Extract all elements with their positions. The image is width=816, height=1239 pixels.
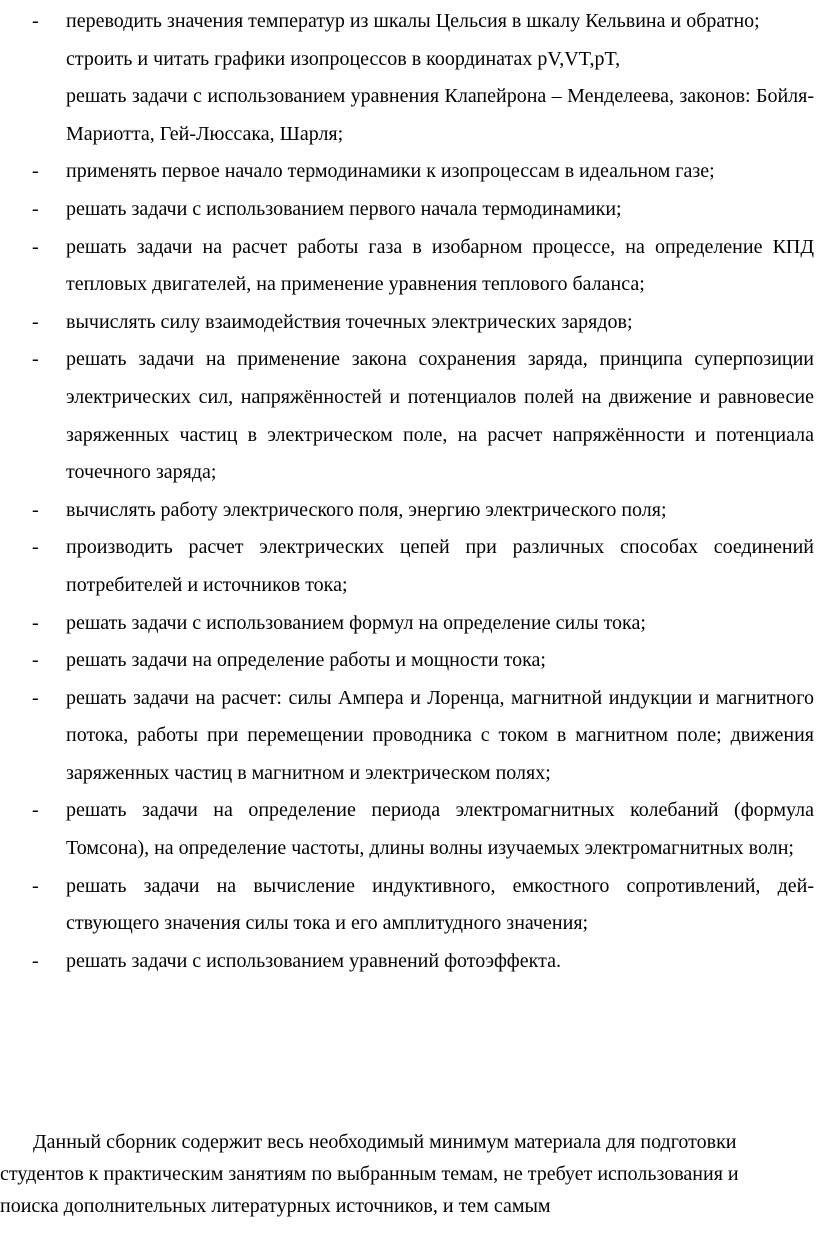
list-item-text: решать задачи на определение работы и мощности тока; (66, 649, 546, 672)
list-item (0, 605, 816, 643)
list-item-text: решать задачи на расчет: силы Ампера и Лоренца, магнитной индукции и магнитного потока, работы при перемещении проводника с током в магнитном поле; движения заряженных частиц в магнитном и электрическом полях; (66, 686, 814, 784)
list-bullet: - (32, 949, 39, 972)
list-item-text: решать задачи с использованием уравнений фотоэффекта. (66, 949, 561, 972)
list-bullet: - (32, 348, 39, 371)
list-item (0, 153, 816, 191)
list-item-text: решать задачи с использованием уравнения Клапейрона – Менделеева, законов: Бойля-Мариотта, Гей-Люссака, Шарля; (66, 85, 814, 145)
list-item-text: переводить значения температур из шкалы Цельсия в шкалу Кельвина и обратно; (66, 10, 760, 32)
list-bullet: - (32, 686, 39, 709)
list-item-text: производить расчет электрических цепей при различных способах соединений потребителей и источников тока; (66, 536, 814, 596)
list-bullet: - (32, 874, 39, 897)
list-item (0, 792, 816, 867)
list-bullet: - (32, 498, 39, 521)
list-bullet: - (32, 235, 39, 258)
list-item (0, 41, 816, 79)
summary-paragraph: Данный сборник содержит весь необходимый минимум материала для подготовки студентов к практическим занятиям по выбранным темам, не требует использования и поиска дополнительных литературных источников, и тем самым (0, 1131, 739, 1217)
list-item (0, 642, 816, 680)
list-item-text: вычислять силу взаимодействия точечных электрических зарядов; (66, 310, 633, 333)
list-item-text: решать задачи на применение закона сохранения заряда, принципа суперпозиции электрических сил, напряжённостей и потенциалов полей на движение и равновесие заряженных частиц в электрическом поле, на расчет напряжённости и потенциала точечного заряда; (66, 348, 814, 484)
list-item-text: вычислять работу электрического поля, энергию электрического поля; (66, 498, 667, 521)
list-item (0, 341, 816, 491)
list-bullet: - (32, 160, 39, 183)
list-item-text: решать задачи с использованием первого начала термодинамики; (66, 197, 622, 220)
list-bullet: - (32, 10, 39, 32)
list-bullet: - (32, 310, 39, 333)
list-bullet: - (32, 799, 39, 822)
list-item (0, 680, 816, 793)
list-bullet: - (32, 197, 39, 220)
list-item (0, 492, 816, 530)
list-bullet: - (32, 649, 39, 672)
list-item (0, 78, 816, 153)
list-item-text: решать задачи с использованием формул на определение силы тока; (66, 611, 646, 634)
list-item-text: решать задачи на вычисление индуктивного, емкостного сопротивлений, дей-ствующего значения силы тока и его амплитудного значения; (66, 874, 814, 935)
list-item (0, 529, 816, 604)
list-item (0, 3, 816, 41)
list-item-text: решать задачи на определение периода электромагнитных колебаний (формула Томсона), на определение частоты, длины волны изучаемых электромагнитных волн; (66, 799, 814, 860)
list-item (0, 868, 816, 943)
list-item-text: решать задачи на расчет работы газа в изобарном процессе, на определение КПД тепловых двигателей, на применение уравнения теплового баланса; (66, 235, 814, 296)
list-bullet: - (32, 611, 39, 634)
list-item-text: применять первое начало термодинамики к изопроцессам в идеальном газе; (66, 160, 715, 183)
list-item-text: строить и читать графики изопроцессов в координатах pV,VT,pT, (66, 47, 621, 70)
list-item (0, 304, 816, 342)
list-item (0, 229, 816, 304)
list-bullet: - (32, 536, 39, 559)
list-item (0, 191, 816, 229)
list-item (0, 943, 816, 981)
